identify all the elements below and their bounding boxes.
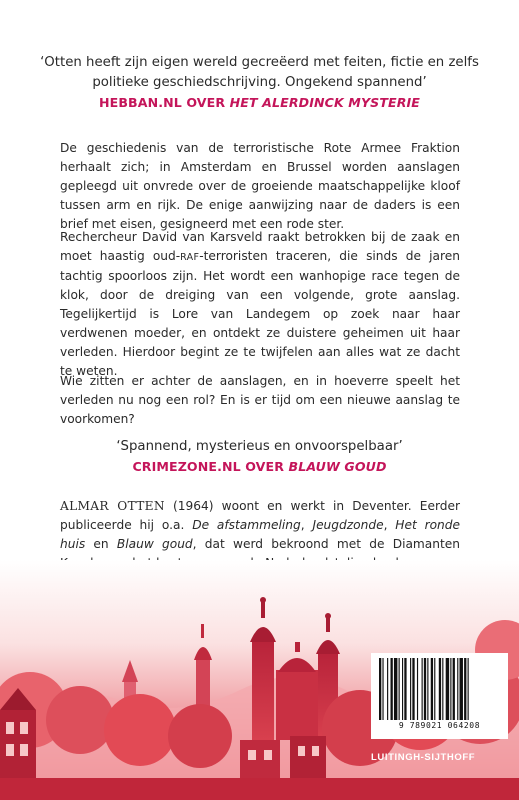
quote-text: ‘Otten heeft zijn eigen wereld gecreëerd met feiten, fictie en zelfs politieke geschiedschrijving. Ongekend spannend’ — [40, 55, 479, 90]
barcode-bar — [394, 658, 397, 720]
barcode-bar — [412, 658, 414, 720]
barcode-bar — [422, 658, 423, 720]
barcode-bar — [434, 658, 435, 720]
barcode-bar — [379, 658, 381, 720]
barcode-bar — [457, 658, 458, 720]
blurb-paragraph: Wie zitten er achter de aanslagen, en in hoeverre speelt het verleden nu nog een rol? En is er tijd om een nieuwe aanslag te voorkomen? — [60, 374, 460, 426]
isbn-number: 9 789021 064208 — [398, 721, 481, 730]
barcode-bar — [417, 658, 418, 720]
barcode-bar — [402, 658, 403, 720]
barcode-bar — [387, 658, 388, 720]
quote-source: CRIMEZONE.NL OVER BLAUW GOUD — [132, 459, 387, 474]
barcode — [371, 653, 508, 739]
barcode-bar — [453, 658, 455, 720]
author-bio: ALMAR OTTEN (1964) woont en werkt in Deventer. Eerder publiceerde hij o.a. De afstammeling, Jeugdzonde, Het ronde huis en Blauw goud, dat werd bekroond met de Diamanten — [60, 499, 461, 551]
barcode-bar — [391, 658, 393, 720]
barcode-bar — [468, 658, 469, 720]
barcode-bar — [450, 658, 451, 720]
barcode-bar — [427, 658, 428, 720]
barcode-bar — [446, 658, 449, 720]
barcode-bar — [431, 658, 433, 720]
barcode-bar — [464, 658, 466, 720]
quote-source: HEBBAN.NL OVER HET ALERDINCK MYSTERIE — [98, 95, 421, 110]
barcode-bar — [399, 658, 400, 720]
publisher-name: LUITINGH-SIJTHOFF — [371, 752, 476, 763]
barcode-bar — [410, 658, 411, 720]
barcode-bar — [460, 658, 463, 720]
blurb-paragraph: Rechercheur David van Karsveld raakt betrokken bij de zaak en moet haastig oud-RAF-terroristen traceren, die sinds de jaren tachtig spoorloos zijn. Het wordt een wanhopige race tegen de klok, door de dreiging van een volgende, grote aanslag. Tegelijkertijd is Lore van Landegem op zoek naar haar verdwenen moeder, en ontdekt ze duistere geheimen uit haar verleden. Hierdoor begint ze te twijfelen aan alles wat ze dacht te weten. — [60, 230, 460, 378]
barcode-bar — [404, 658, 406, 720]
barcode-bar — [382, 658, 383, 720]
barcode-bar — [424, 658, 426, 720]
review-quote-top — [40, 53, 479, 113]
barcode-bar — [439, 658, 441, 720]
author-name: ALMAR OTTEN — [60, 499, 165, 513]
barcode-bars — [379, 658, 500, 720]
review-quote-bottom — [40, 437, 479, 477]
barcode-bar — [442, 658, 443, 720]
blurb-paragraph: De geschiedenis van de terroristische Rote Armee Fraktion herhaalt zich; in Amsterdam en Brussel worden aanslagen gepleegd uit onvrede over de groeiende maatschappelijke kloof tussen arm en rijk. De enige aanwijzing naar de daders is een brief met eisen, gesigneerd met een rode ster. — [60, 141, 460, 231]
quote-text: ‘Spannend, mysterieus en onvoorspelbaar’ — [116, 439, 403, 454]
